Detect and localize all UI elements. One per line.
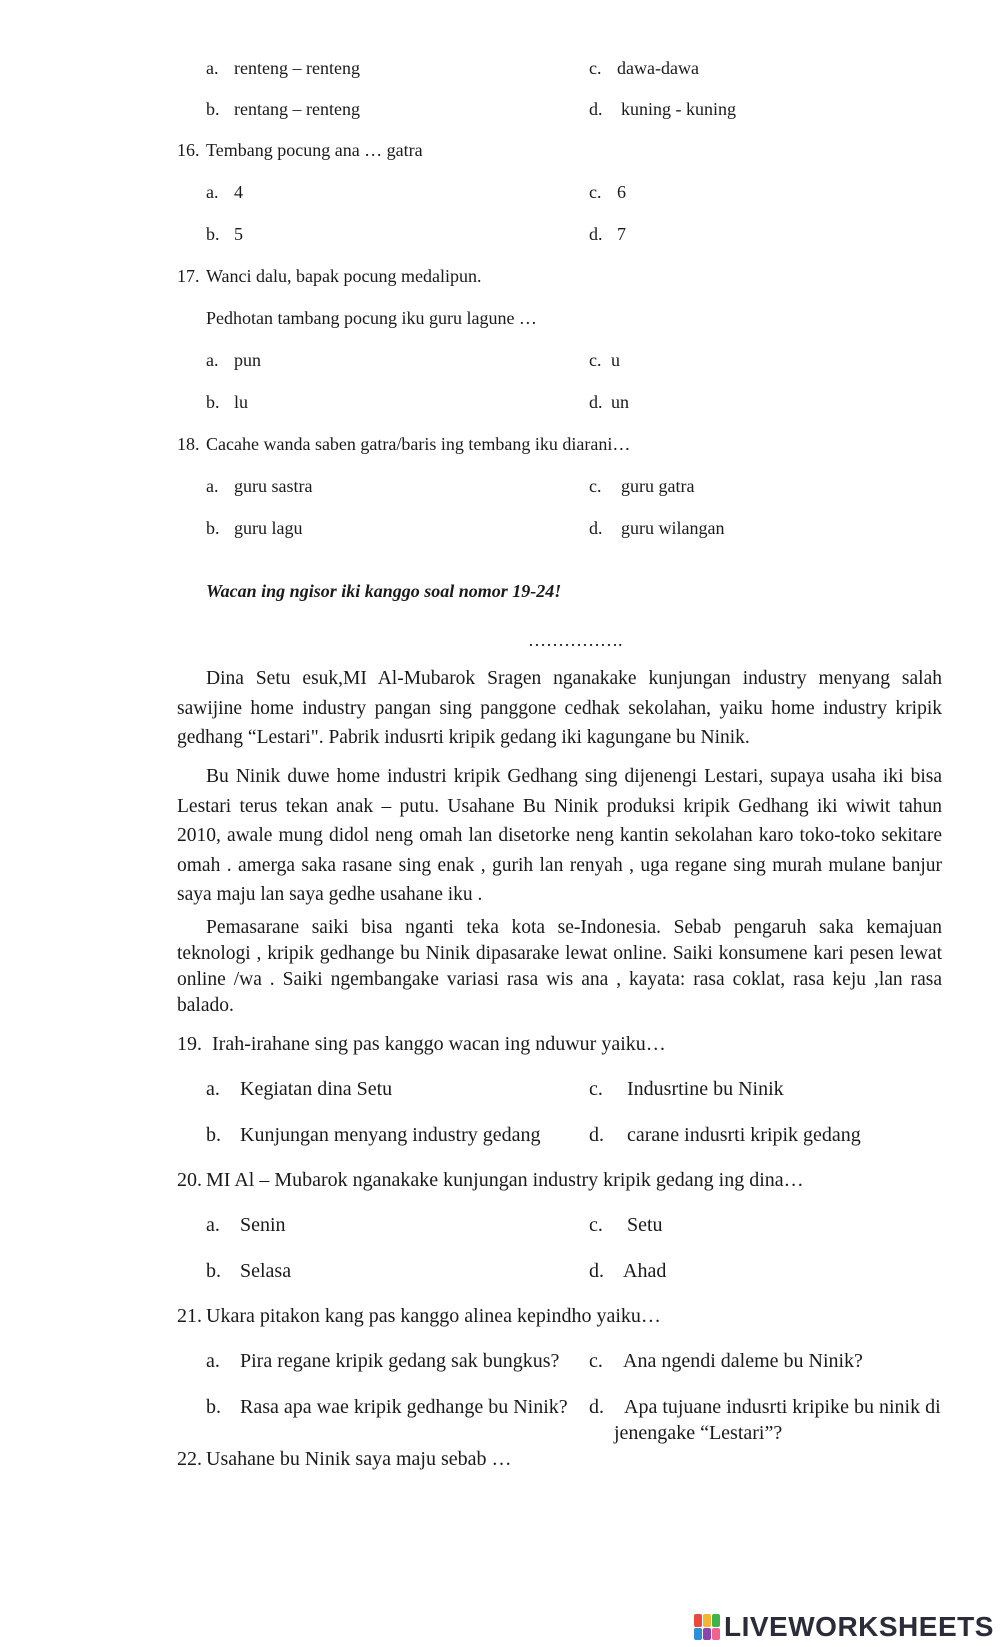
option-a[interactable]: a. 4 [206,182,243,202]
passage-paragraph-2: Bu Ninik duwe home industri kripik Gedhang sing dijenengi Lestari, supaya usaha iki bisa Lestari terus tekan anak – putu. Usahane Bu Ninik produksi kripik Gedhang iki wiwit tahun 2010, awale mung didol neng omah lan disetorke neng kantin sekolahan karo toko-toko sekitare omah . amerga saka rasane sing enak , gurih lan renyah , uga regane sing murah mulane banjur saya maju lan saya gedhe usahane iku . [177,766,942,905]
logo-square [694,1614,702,1627]
option-c[interactable]: c. guru gatra [589,476,695,496]
option-d[interactable]: d. 7 [589,224,626,244]
option-b[interactable]: b. Kunjungan menyang industry gedang [206,1124,541,1146]
option-d[interactable]: d. un [589,392,629,412]
passage-title: ……………. [528,630,623,650]
logo-square [712,1628,720,1641]
logo-square [703,1614,711,1627]
option-c[interactable]: c. 6 [589,182,626,202]
question-text: 17. Wanci dalu, bapak pocung medalipun. [177,266,482,286]
option-b[interactable]: b. 5 [206,224,243,244]
option-c[interactable]: c. Setu [589,1214,663,1236]
option-b[interactable]: b. rentang – renteng [206,99,360,119]
option-a[interactable]: a. pun [206,350,261,370]
passage-paragraph-3: Pemasarane saiki bisa nganti teka kota se-Indonesia. Sebab pengaruh saka kemajuan teknologi , kripik gedhange bu Ninik dipasarake lewat online. Saiki konsumene kari pesen lewat online /wa . Saiki ngembangake variasi rasa wis ana , kayata: rasa coklat, rasa keju ,lan rasa balado. [177,917,942,1016]
liveworksheets-logo-text: LIVEWORKSHEETS [724,1611,994,1642]
option-d[interactable]: d. carane indusrti kripik gedang [589,1124,861,1146]
logo-square [712,1614,720,1627]
option-c[interactable]: c. dawa-dawa [589,58,699,78]
question-text: 19. Irah-irahane sing pas kanggo wacan ing nduwur yaiku… [177,1033,666,1055]
option-d[interactable]: d. Ahad [589,1260,667,1282]
passage-paragraph-1: Dina Setu esuk,MI Al-Mubarok Sragen nganakake kunjungan industry menyang salah sawijine home industry pangan sing panggone cedhak sekolahan, yaiku home industry kripik gedhang “Lestari". Pabrik indusrti kripik gedang iki kagungane bu Ninik. [177,668,942,748]
option-d[interactable]: d. Apa tujuane indusrti kripike bu ninik di [589,1396,941,1418]
passage-instruction: Wacan ing ngisor iki kanggo soal nomor 19-24! [206,581,562,601]
option-c[interactable]: c. Ana ngendi daleme bu Ninik? [589,1350,863,1372]
option-a[interactable]: a. Kegiatan dina Setu [206,1078,393,1100]
question-text: 22. Usahane bu Ninik saya maju sebab … [177,1448,512,1470]
option-b[interactable]: b. guru lagu [206,518,303,538]
option-d[interactable]: d. kuning - kuning [589,99,736,119]
option-d-continuation: jenengake “Lestari”? [614,1422,783,1444]
option-a[interactable]: a. guru sastra [206,476,313,496]
option-b[interactable]: b. Selasa [206,1260,292,1282]
option-a[interactable]: a. Senin [206,1214,286,1236]
option-d[interactable]: d. guru wilangan [589,518,725,538]
option-b[interactable]: b. lu [206,392,249,412]
question-text: 20. MI Al – Mubarok nganakake kunjungan industry kripik gedang ing dina… [177,1169,804,1191]
option-c[interactable]: c. Indusrtine bu Ninik [589,1078,784,1100]
option-a[interactable]: a. Pira regane kripik gedang sak bungkus? [206,1350,560,1372]
option-a[interactable]: a. renteng – renteng [206,58,360,78]
option-b[interactable]: b. Rasa apa wae kripik gedhange bu Ninik? [206,1396,568,1418]
option-c[interactable]: c. u [589,350,620,370]
question-text: 18. Cacahe wanda saben gatra/baris ing tembang iku diarani… [177,434,631,454]
question-text: 21. Ukara pitakon kang pas kanggo alinea kepindho yaiku… [177,1305,661,1327]
logo-square [694,1628,702,1641]
question-subtext: Pedhotan tambang pocung iku guru lagune … [206,308,537,328]
liveworksheets-logo [694,1612,994,1642]
logo-square [703,1628,711,1641]
question-text: 16. Tembang pocung ana … gatra [177,140,423,160]
liveworksheets-logo-icon [694,1614,720,1640]
